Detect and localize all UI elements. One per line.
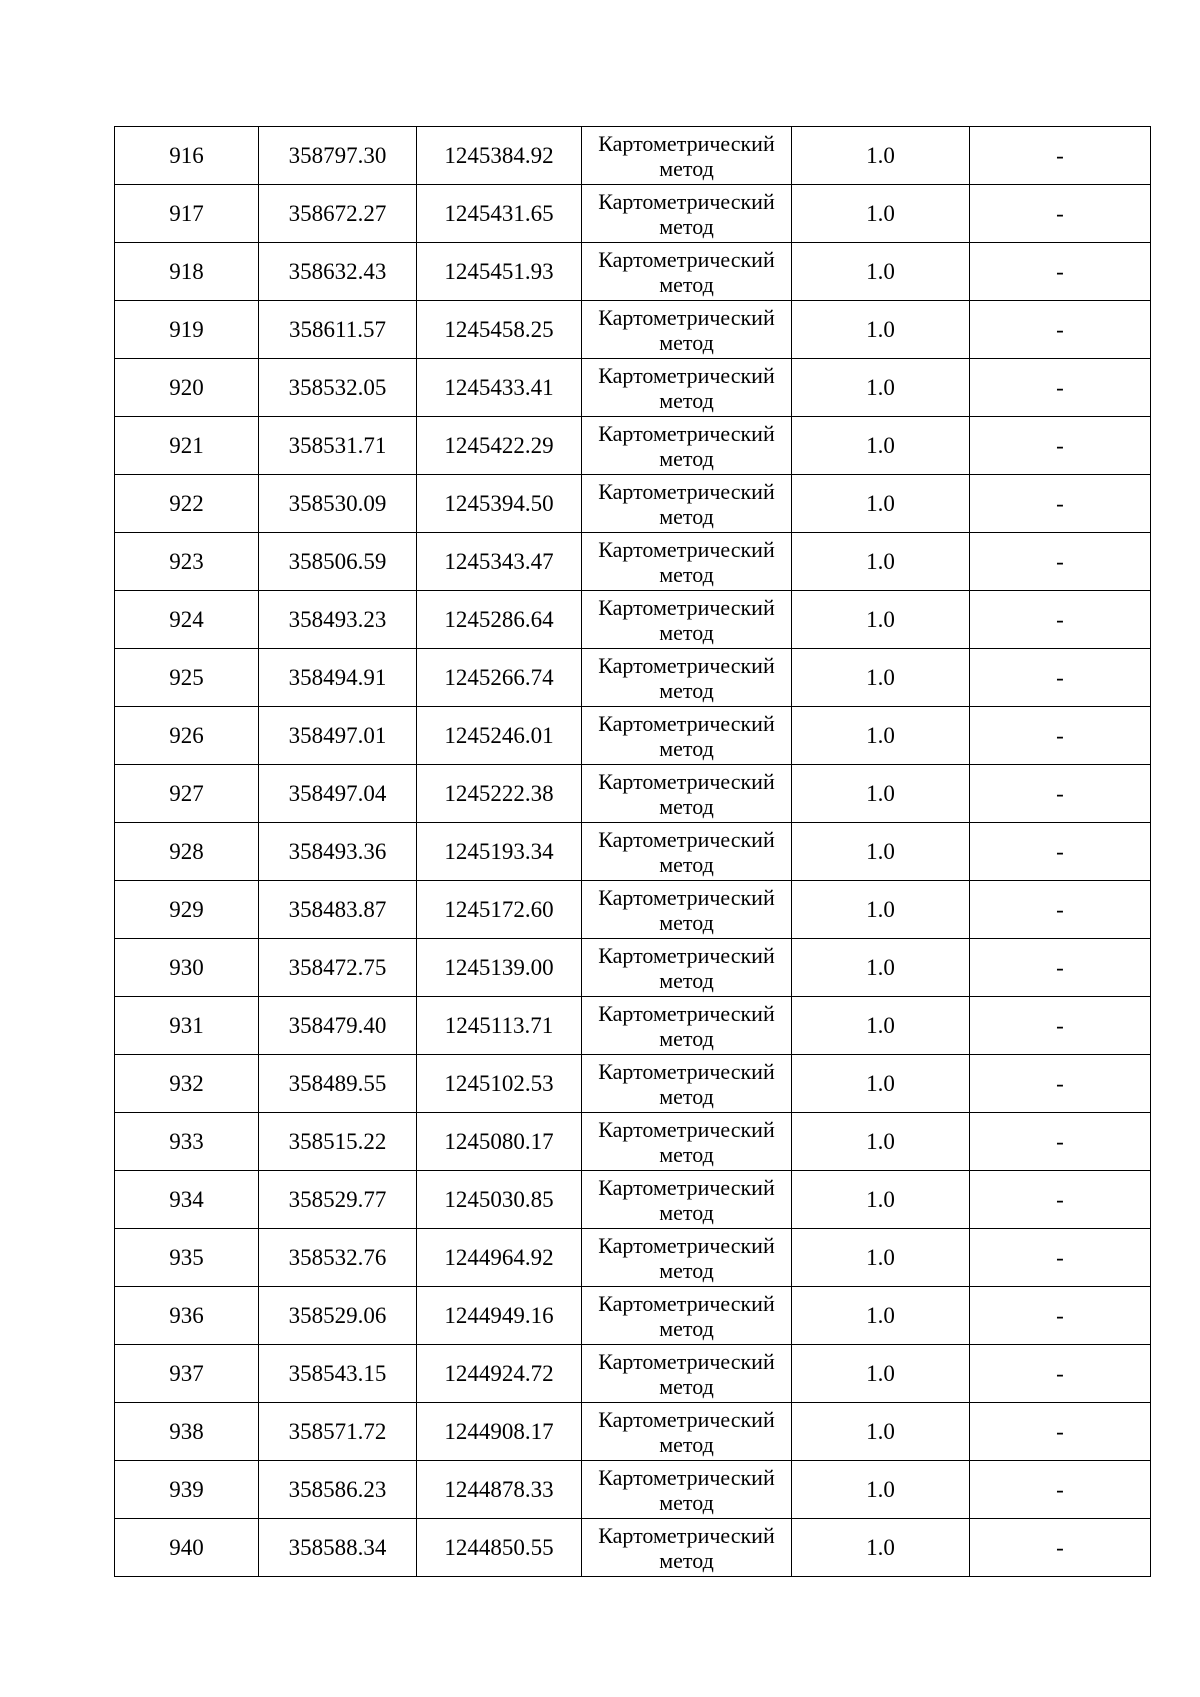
y-coordinate-cell: 1245193.34 xyxy=(417,823,582,881)
method-line-1: Картометрический xyxy=(598,1290,775,1316)
table-row xyxy=(115,301,1151,359)
accuracy-cell: 1.0 xyxy=(792,591,970,649)
point-number-cell: 920 xyxy=(115,359,259,417)
x-coordinate-cell: 358529.06 xyxy=(259,1287,417,1345)
method-line-2: метод xyxy=(659,909,714,935)
table-row xyxy=(115,185,1151,243)
y-coordinate-cell: 1244964.92 xyxy=(417,1229,582,1287)
method-line-1: Картометрический xyxy=(598,942,775,968)
x-coordinate-cell: 358497.04 xyxy=(259,765,417,823)
point-number-cell: 918 xyxy=(115,243,259,301)
method-line-1: Картометрический xyxy=(598,420,775,446)
method-line-2: метод xyxy=(659,619,714,645)
point-number-cell: 930 xyxy=(115,939,259,997)
note-cell: - xyxy=(970,1113,1151,1171)
point-number-cell: 940 xyxy=(115,1519,259,1577)
table-row xyxy=(115,1287,1151,1345)
x-coordinate-cell: 358479.40 xyxy=(259,997,417,1055)
method-line-2: метод xyxy=(659,851,714,877)
method-cell xyxy=(582,591,792,649)
table-row xyxy=(115,997,1151,1055)
method-line-1: Картометрический xyxy=(598,1406,775,1432)
accuracy-cell: 1.0 xyxy=(792,185,970,243)
method-line-2: метод xyxy=(659,1373,714,1399)
note-cell: - xyxy=(970,533,1151,591)
method-line-2: метод xyxy=(659,1141,714,1167)
table-row xyxy=(115,1519,1151,1577)
x-coordinate-cell: 358532.76 xyxy=(259,1229,417,1287)
method-line-2: метод xyxy=(659,677,714,703)
y-coordinate-cell: 1245343.47 xyxy=(417,533,582,591)
method-line-1: Картометрический xyxy=(598,1232,775,1258)
point-number-cell: 923 xyxy=(115,533,259,591)
method-line-1: Картометрический xyxy=(598,1000,775,1026)
y-coordinate-cell: 1245451.93 xyxy=(417,243,582,301)
note-cell: - xyxy=(970,649,1151,707)
method-cell xyxy=(582,1345,792,1403)
x-coordinate-cell: 358483.87 xyxy=(259,881,417,939)
table-row xyxy=(115,1171,1151,1229)
method-cell xyxy=(582,649,792,707)
table-row xyxy=(115,707,1151,765)
note-cell: - xyxy=(970,707,1151,765)
x-coordinate-cell: 358493.36 xyxy=(259,823,417,881)
y-coordinate-cell: 1245286.64 xyxy=(417,591,582,649)
x-coordinate-cell: 358494.91 xyxy=(259,649,417,707)
x-coordinate-cell: 358506.59 xyxy=(259,533,417,591)
accuracy-cell: 1.0 xyxy=(792,359,970,417)
accuracy-cell: 1.0 xyxy=(792,417,970,475)
coordinates-table-body xyxy=(115,127,1151,1577)
y-coordinate-cell: 1245102.53 xyxy=(417,1055,582,1113)
method-line-2: метод xyxy=(659,155,714,181)
method-cell xyxy=(582,765,792,823)
point-number-cell: 922 xyxy=(115,475,259,533)
method-line-2: метод xyxy=(659,503,714,529)
method-line-1: Картометрический xyxy=(598,1116,775,1142)
note-cell: - xyxy=(970,1403,1151,1461)
method-cell xyxy=(582,359,792,417)
y-coordinate-cell: 1244924.72 xyxy=(417,1345,582,1403)
x-coordinate-cell: 358489.55 xyxy=(259,1055,417,1113)
note-cell: - xyxy=(970,1229,1151,1287)
point-number-cell: 924 xyxy=(115,591,259,649)
y-coordinate-cell: 1245113.71 xyxy=(417,997,582,1055)
x-coordinate-cell: 358571.72 xyxy=(259,1403,417,1461)
method-line-1: Картометрический xyxy=(598,536,775,562)
table-row xyxy=(115,1055,1151,1113)
method-cell xyxy=(582,997,792,1055)
method-cell xyxy=(582,475,792,533)
method-cell xyxy=(582,939,792,997)
method-cell xyxy=(582,1229,792,1287)
method-line-1: Картометрический xyxy=(598,1058,775,1084)
point-number-cell: 925 xyxy=(115,649,259,707)
method-line-2: метод xyxy=(659,1199,714,1225)
method-line-1: Картометрический xyxy=(598,1174,775,1200)
table-row xyxy=(115,939,1151,997)
x-coordinate-cell: 358530.09 xyxy=(259,475,417,533)
y-coordinate-cell: 1245394.50 xyxy=(417,475,582,533)
accuracy-cell: 1.0 xyxy=(792,707,970,765)
point-number-cell: 939 xyxy=(115,1461,259,1519)
method-line-1: Картометрический xyxy=(598,478,775,504)
accuracy-cell: 1.0 xyxy=(792,533,970,591)
y-coordinate-cell: 1245139.00 xyxy=(417,939,582,997)
note-cell: - xyxy=(970,1519,1151,1577)
method-line-2: метод xyxy=(659,561,714,587)
x-coordinate-cell: 358586.23 xyxy=(259,1461,417,1519)
x-coordinate-cell: 358515.22 xyxy=(259,1113,417,1171)
method-line-2: метод xyxy=(659,1431,714,1457)
note-cell: - xyxy=(970,185,1151,243)
accuracy-cell: 1.0 xyxy=(792,1229,970,1287)
x-coordinate-cell: 358472.75 xyxy=(259,939,417,997)
note-cell: - xyxy=(970,765,1151,823)
accuracy-cell: 1.0 xyxy=(792,823,970,881)
table-row xyxy=(115,765,1151,823)
point-number-cell: 926 xyxy=(115,707,259,765)
method-line-1: Картометрический xyxy=(598,246,775,272)
note-cell: - xyxy=(970,1461,1151,1519)
method-line-1: Картометрический xyxy=(598,768,775,794)
y-coordinate-cell: 1245384.92 xyxy=(417,127,582,185)
method-cell xyxy=(582,301,792,359)
note-cell: - xyxy=(970,301,1151,359)
method-line-1: Картометрический xyxy=(598,710,775,736)
table-row xyxy=(115,1113,1151,1171)
method-line-1: Картометрический xyxy=(598,1522,775,1548)
accuracy-cell: 1.0 xyxy=(792,881,970,939)
point-number-cell: 921 xyxy=(115,417,259,475)
method-line-2: метод xyxy=(659,1489,714,1515)
method-line-1: Картометрический xyxy=(598,1464,775,1490)
method-cell xyxy=(582,185,792,243)
x-coordinate-cell: 358493.23 xyxy=(259,591,417,649)
accuracy-cell: 1.0 xyxy=(792,765,970,823)
table-row xyxy=(115,649,1151,707)
method-line-1: Картометрический xyxy=(598,130,775,156)
x-coordinate-cell: 358797.30 xyxy=(259,127,417,185)
note-cell: - xyxy=(970,1055,1151,1113)
method-cell xyxy=(582,707,792,765)
method-line-1: Картометрический xyxy=(598,1348,775,1374)
y-coordinate-cell: 1245030.85 xyxy=(417,1171,582,1229)
method-cell xyxy=(582,1519,792,1577)
x-coordinate-cell: 358588.34 xyxy=(259,1519,417,1577)
accuracy-cell: 1.0 xyxy=(792,1461,970,1519)
method-cell xyxy=(582,127,792,185)
x-coordinate-cell: 358531.71 xyxy=(259,417,417,475)
point-number-cell: 935 xyxy=(115,1229,259,1287)
method-cell xyxy=(582,533,792,591)
method-line-2: метод xyxy=(659,1083,714,1109)
note-cell: - xyxy=(970,243,1151,301)
method-cell xyxy=(582,1171,792,1229)
table-row xyxy=(115,243,1151,301)
y-coordinate-cell: 1245266.74 xyxy=(417,649,582,707)
point-number-cell: 916 xyxy=(115,127,259,185)
note-cell: - xyxy=(970,881,1151,939)
method-cell xyxy=(582,1055,792,1113)
accuracy-cell: 1.0 xyxy=(792,1345,970,1403)
table-row xyxy=(115,127,1151,185)
x-coordinate-cell: 358611.57 xyxy=(259,301,417,359)
table-row xyxy=(115,1461,1151,1519)
y-coordinate-cell: 1245222.38 xyxy=(417,765,582,823)
table-row xyxy=(115,823,1151,881)
note-cell: - xyxy=(970,997,1151,1055)
note-cell: - xyxy=(970,475,1151,533)
x-coordinate-cell: 358532.05 xyxy=(259,359,417,417)
point-number-cell: 937 xyxy=(115,1345,259,1403)
method-line-1: Картометрический xyxy=(598,884,775,910)
method-cell xyxy=(582,1287,792,1345)
accuracy-cell: 1.0 xyxy=(792,1519,970,1577)
method-cell xyxy=(582,1113,792,1171)
accuracy-cell: 1.0 xyxy=(792,475,970,533)
y-coordinate-cell: 1244908.17 xyxy=(417,1403,582,1461)
coordinates-table xyxy=(114,126,1151,1577)
accuracy-cell: 1.0 xyxy=(792,301,970,359)
point-number-cell: 919 xyxy=(115,301,259,359)
note-cell: - xyxy=(970,823,1151,881)
x-coordinate-cell: 358497.01 xyxy=(259,707,417,765)
point-number-cell: 917 xyxy=(115,185,259,243)
table-row xyxy=(115,881,1151,939)
method-line-2: метод xyxy=(659,1315,714,1341)
method-line-2: метод xyxy=(659,967,714,993)
method-line-2: метод xyxy=(659,1547,714,1573)
note-cell: - xyxy=(970,939,1151,997)
method-line-2: метод xyxy=(659,445,714,471)
accuracy-cell: 1.0 xyxy=(792,1113,970,1171)
method-line-2: метод xyxy=(659,387,714,413)
point-number-cell: 929 xyxy=(115,881,259,939)
table-row xyxy=(115,1345,1151,1403)
method-line-2: метод xyxy=(659,213,714,239)
note-cell: - xyxy=(970,359,1151,417)
note-cell: - xyxy=(970,417,1151,475)
note-cell: - xyxy=(970,1171,1151,1229)
x-coordinate-cell: 358529.77 xyxy=(259,1171,417,1229)
method-line-2: метод xyxy=(659,793,714,819)
point-number-cell: 928 xyxy=(115,823,259,881)
method-line-2: метод xyxy=(659,1257,714,1283)
method-line-1: Картометрический xyxy=(598,652,775,678)
note-cell: - xyxy=(970,1345,1151,1403)
point-number-cell: 934 xyxy=(115,1171,259,1229)
x-coordinate-cell: 358672.27 xyxy=(259,185,417,243)
method-line-2: метод xyxy=(659,329,714,355)
method-line-1: Картометрический xyxy=(598,188,775,214)
note-cell: - xyxy=(970,591,1151,649)
table-row xyxy=(115,417,1151,475)
method-cell xyxy=(582,1403,792,1461)
x-coordinate-cell: 358632.43 xyxy=(259,243,417,301)
method-line-2: метод xyxy=(659,271,714,297)
y-coordinate-cell: 1245080.17 xyxy=(417,1113,582,1171)
table-row xyxy=(115,1229,1151,1287)
table-row xyxy=(115,591,1151,649)
table-row xyxy=(115,475,1151,533)
y-coordinate-cell: 1244878.33 xyxy=(417,1461,582,1519)
accuracy-cell: 1.0 xyxy=(792,243,970,301)
method-line-2: метод xyxy=(659,1025,714,1051)
point-number-cell: 932 xyxy=(115,1055,259,1113)
point-number-cell: 927 xyxy=(115,765,259,823)
y-coordinate-cell: 1245458.25 xyxy=(417,301,582,359)
point-number-cell: 933 xyxy=(115,1113,259,1171)
method-cell xyxy=(582,417,792,475)
accuracy-cell: 1.0 xyxy=(792,127,970,185)
y-coordinate-cell: 1245433.41 xyxy=(417,359,582,417)
method-cell xyxy=(582,1461,792,1519)
accuracy-cell: 1.0 xyxy=(792,1055,970,1113)
y-coordinate-cell: 1244949.16 xyxy=(417,1287,582,1345)
note-cell: - xyxy=(970,127,1151,185)
accuracy-cell: 1.0 xyxy=(792,939,970,997)
y-coordinate-cell: 1244850.55 xyxy=(417,1519,582,1577)
point-number-cell: 938 xyxy=(115,1403,259,1461)
accuracy-cell: 1.0 xyxy=(792,1403,970,1461)
accuracy-cell: 1.0 xyxy=(792,997,970,1055)
method-line-2: метод xyxy=(659,735,714,761)
method-cell xyxy=(582,243,792,301)
note-cell: - xyxy=(970,1287,1151,1345)
accuracy-cell: 1.0 xyxy=(792,1171,970,1229)
method-line-1: Картометрический xyxy=(598,826,775,852)
y-coordinate-cell: 1245422.29 xyxy=(417,417,582,475)
y-coordinate-cell: 1245246.01 xyxy=(417,707,582,765)
table-row xyxy=(115,1403,1151,1461)
table-row xyxy=(115,359,1151,417)
method-cell xyxy=(582,881,792,939)
x-coordinate-cell: 358543.15 xyxy=(259,1345,417,1403)
accuracy-cell: 1.0 xyxy=(792,649,970,707)
method-line-1: Картометрический xyxy=(598,594,775,620)
table-row xyxy=(115,533,1151,591)
y-coordinate-cell: 1245172.60 xyxy=(417,881,582,939)
method-line-1: Картометрический xyxy=(598,304,775,330)
point-number-cell: 931 xyxy=(115,997,259,1055)
method-cell xyxy=(582,823,792,881)
method-line-1: Картометрический xyxy=(598,362,775,388)
accuracy-cell: 1.0 xyxy=(792,1287,970,1345)
y-coordinate-cell: 1245431.65 xyxy=(417,185,582,243)
point-number-cell: 936 xyxy=(115,1287,259,1345)
